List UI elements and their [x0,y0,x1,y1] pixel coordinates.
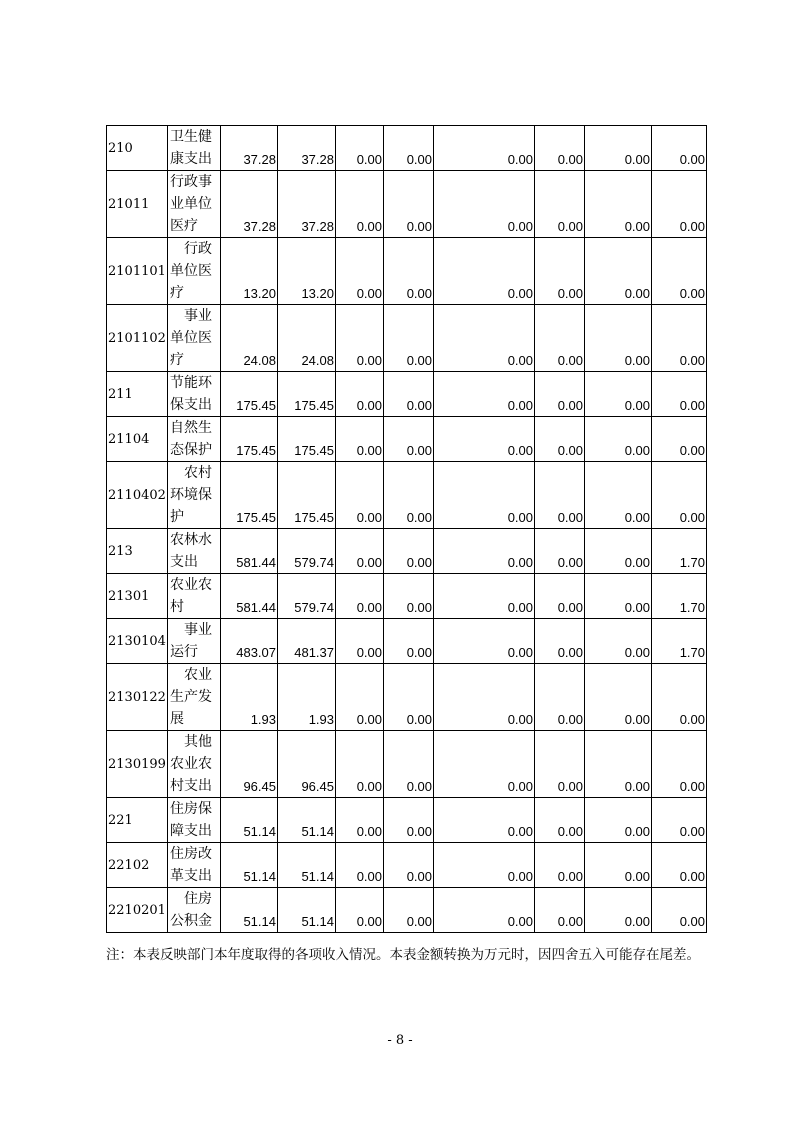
row-value-cell: 0.00 [652,238,707,305]
row-value-cell: 0.00 [434,798,535,843]
row-value-cell: 0.00 [384,664,434,731]
row-value-cell: 0.00 [585,731,652,798]
row-code-cell: 21301 [107,574,168,619]
row-value-cell: 0.00 [434,888,535,933]
row-value-cell: 0.00 [434,372,535,417]
row-value-cell: 1.70 [652,529,707,574]
income-table [106,125,707,933]
row-value-cell: 0.00 [384,171,434,238]
table-row [107,664,707,731]
row-value-cell: 0.00 [434,417,535,462]
row-value-cell: 0.00 [535,171,585,238]
row-value-cell: 0.00 [652,126,707,171]
row-value-cell: 37.28 [221,171,278,238]
row-value-cell: 175.45 [278,462,336,529]
row-value-cell: 0.00 [652,798,707,843]
row-name-cell: 农业生产发展 [168,664,221,731]
row-code-cell: 221 [107,798,168,843]
row-value-cell: 0.00 [535,888,585,933]
table-row [107,417,707,462]
table-row [107,171,707,238]
row-value-cell: 0.00 [384,888,434,933]
row-value-cell: 0.00 [535,843,585,888]
row-value-cell: 0.00 [652,462,707,529]
row-code-cell: 21011 [107,171,168,238]
row-name-cell: 住房保障支出 [168,798,221,843]
row-value-cell: 0.00 [336,372,384,417]
row-code-cell: 211 [107,372,168,417]
row-value-cell: 0.00 [336,529,384,574]
row-value-cell: 0.00 [336,619,384,664]
row-value-cell: 0.00 [652,417,707,462]
table-row [107,238,707,305]
row-value-cell: 0.00 [585,171,652,238]
row-value-cell: 0.00 [585,417,652,462]
row-code-cell: 2101101 [107,238,168,305]
row-value-cell: 0.00 [535,619,585,664]
row-name-cell: 农村环境保护 [168,462,221,529]
row-value-cell: 0.00 [336,574,384,619]
row-value-cell: 0.00 [585,664,652,731]
row-value-cell: 0.00 [336,171,384,238]
row-value-cell: 24.08 [278,305,336,372]
row-value-cell: 1.70 [652,574,707,619]
row-value-cell: 0.00 [652,888,707,933]
row-value-cell: 0.00 [535,574,585,619]
table-row [107,462,707,529]
row-value-cell: 37.28 [221,126,278,171]
row-value-cell: 0.00 [434,619,535,664]
row-name-cell: 行政事业单位医疗 [168,171,221,238]
row-value-cell: 0.00 [585,238,652,305]
row-value-cell: 0.00 [434,843,535,888]
row-value-cell: 0.00 [434,664,535,731]
row-code-cell: 213 [107,529,168,574]
row-name-cell: 事业单位医疗 [168,305,221,372]
row-value-cell: 579.74 [278,529,336,574]
row-name-cell: 农业农村 [168,574,221,619]
row-value-cell: 0.00 [434,238,535,305]
row-value-cell: 175.45 [221,372,278,417]
row-value-cell: 581.44 [221,574,278,619]
row-value-cell: 481.37 [278,619,336,664]
row-value-cell: 96.45 [278,731,336,798]
table-note: 注：本表反映部门本年度取得的各项收入情况。本表金额转换为万元时，因四舍五入可能存在尾差。 [106,947,700,963]
row-value-cell: 0.00 [336,126,384,171]
table-row [107,126,707,171]
row-value-cell: 0.00 [652,843,707,888]
row-value-cell: 0.00 [585,574,652,619]
row-code-cell: 210 [107,126,168,171]
row-value-cell: 0.00 [535,529,585,574]
row-value-cell: 0.00 [336,462,384,529]
row-value-cell: 0.00 [336,731,384,798]
row-value-cell: 0.00 [336,888,384,933]
row-name-cell: 节能环保支出 [168,372,221,417]
row-value-cell: 0.00 [585,126,652,171]
row-value-cell: 0.00 [535,238,585,305]
row-value-cell: 0.00 [384,372,434,417]
row-value-cell: 0.00 [652,372,707,417]
row-value-cell: 175.45 [221,462,278,529]
row-value-cell: 96.45 [221,731,278,798]
table-row [107,574,707,619]
row-value-cell: 0.00 [535,126,585,171]
row-value-cell: 1.93 [278,664,336,731]
table-row [107,798,707,843]
row-value-cell: 51.14 [278,843,336,888]
row-name-cell: 住房公积金 [168,888,221,933]
row-value-cell: 0.00 [585,619,652,664]
row-value-cell: 0.00 [585,843,652,888]
table-body [107,126,707,933]
row-name-cell: 行政单位医疗 [168,238,221,305]
row-value-cell: 51.14 [221,798,278,843]
row-value-cell: 13.20 [221,238,278,305]
row-value-cell: 0.00 [384,462,434,529]
row-value-cell: 51.14 [221,843,278,888]
row-value-cell: 0.00 [535,462,585,529]
row-value-cell: 13.20 [278,238,336,305]
table-row [107,843,707,888]
row-value-cell: 37.28 [278,171,336,238]
row-value-cell: 24.08 [221,305,278,372]
table-row [107,731,707,798]
row-value-cell: 51.14 [221,888,278,933]
row-name-cell: 其他农业农村支出 [168,731,221,798]
row-code-cell: 2130122 [107,664,168,731]
row-value-cell: 0.00 [585,305,652,372]
row-value-cell: 0.00 [535,731,585,798]
row-value-cell: 0.00 [434,731,535,798]
row-value-cell: 483.07 [221,619,278,664]
row-value-cell: 0.00 [384,843,434,888]
row-value-cell: 0.00 [535,798,585,843]
row-value-cell: 1.93 [221,664,278,731]
row-code-cell: 2110402 [107,462,168,529]
row-value-cell: 0.00 [336,664,384,731]
row-value-cell: 0.00 [652,305,707,372]
row-value-cell: 51.14 [278,798,336,843]
row-value-cell: 0.00 [384,798,434,843]
row-value-cell: 0.00 [535,417,585,462]
row-value-cell: 175.45 [278,417,336,462]
row-value-cell: 0.00 [585,372,652,417]
row-value-cell: 0.00 [434,529,535,574]
row-value-cell: 0.00 [384,305,434,372]
row-code-cell: 2130104 [107,619,168,664]
row-value-cell: 0.00 [585,462,652,529]
row-value-cell: 0.00 [585,529,652,574]
row-code-cell: 2130199 [107,731,168,798]
row-code-cell: 22102 [107,843,168,888]
row-value-cell: 0.00 [384,731,434,798]
row-value-cell: 37.28 [278,126,336,171]
row-value-cell: 0.00 [535,372,585,417]
row-value-cell: 0.00 [652,664,707,731]
row-value-cell: 579.74 [278,574,336,619]
row-value-cell: 0.00 [384,126,434,171]
row-value-cell: 0.00 [585,798,652,843]
row-value-cell: 1.70 [652,619,707,664]
row-value-cell: 0.00 [384,619,434,664]
table-row [107,619,707,664]
table-row [107,305,707,372]
row-value-cell: 0.00 [384,529,434,574]
table-row [107,888,707,933]
row-name-cell: 卫生健康支出 [168,126,221,171]
row-value-cell: 0.00 [652,171,707,238]
row-value-cell: 0.00 [384,417,434,462]
row-value-cell: 0.00 [585,888,652,933]
row-value-cell: 0.00 [336,417,384,462]
table-row [107,372,707,417]
row-value-cell: 0.00 [384,238,434,305]
row-value-cell: 0.00 [336,238,384,305]
row-value-cell: 0.00 [434,171,535,238]
page-number: - 8 - [387,1033,413,1048]
row-name-cell: 住房改革支出 [168,843,221,888]
row-code-cell: 2210201 [107,888,168,933]
row-value-cell: 0.00 [336,798,384,843]
row-value-cell: 0.00 [434,126,535,171]
row-name-cell: 农林水支出 [168,529,221,574]
row-value-cell: 175.45 [221,417,278,462]
row-name-cell: 自然生态保护 [168,417,221,462]
row-value-cell: 0.00 [336,843,384,888]
row-name-cell: 事业运行 [168,619,221,664]
row-value-cell: 0.00 [652,731,707,798]
row-value-cell: 51.14 [278,888,336,933]
row-code-cell: 21104 [107,417,168,462]
row-value-cell: 0.00 [384,574,434,619]
row-value-cell: 0.00 [434,305,535,372]
row-code-cell: 2101102 [107,305,168,372]
table-row [107,529,707,574]
row-value-cell: 0.00 [434,462,535,529]
row-value-cell: 0.00 [434,574,535,619]
row-value-cell: 0.00 [535,664,585,731]
row-value-cell: 175.45 [278,372,336,417]
row-value-cell: 0.00 [336,305,384,372]
row-value-cell: 581.44 [221,529,278,574]
row-value-cell: 0.00 [535,305,585,372]
